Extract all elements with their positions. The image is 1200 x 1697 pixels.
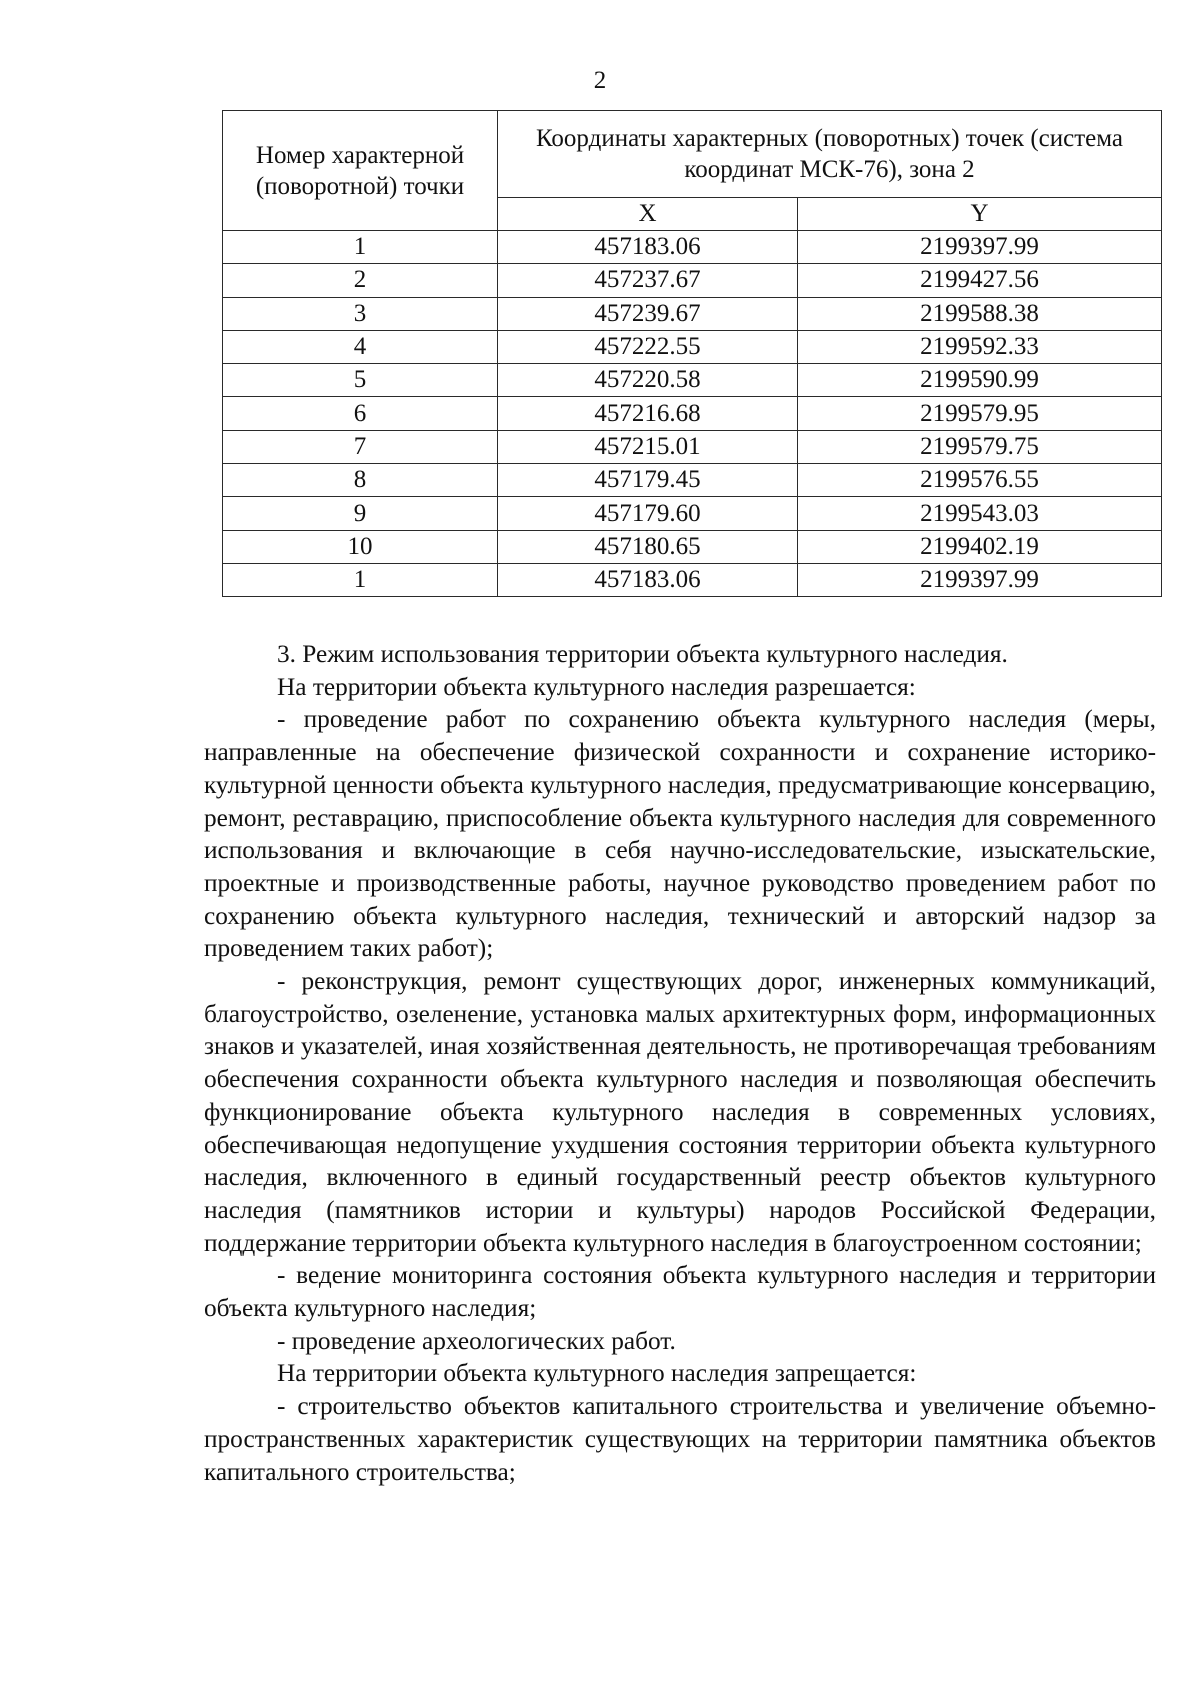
coord-x: 457215.01 xyxy=(498,430,798,463)
point-number: 8 xyxy=(223,464,498,497)
coord-y: 2199576.55 xyxy=(798,464,1162,497)
table-row xyxy=(223,563,1162,596)
table-row xyxy=(223,430,1162,463)
coord-x: 457220.58 xyxy=(498,364,798,397)
table-row xyxy=(223,397,1162,430)
header-point-number: Номер характерной (поворотной) точки xyxy=(223,111,498,231)
header-x: X xyxy=(498,198,798,231)
permitted-intro: На территории объекта культурного наследия разрешается: xyxy=(277,672,916,701)
section-heading: 3. Режим использования территории объекта культурного наследия. xyxy=(277,640,1008,668)
point-number: 4 xyxy=(223,330,498,363)
point-number: 1 xyxy=(223,231,498,264)
coord-y: 2199592.33 xyxy=(798,330,1162,363)
header-y: Y xyxy=(798,198,1162,231)
coord-y: 2199579.95 xyxy=(798,397,1162,430)
coord-y: 2199590.99 xyxy=(798,364,1162,397)
table-row xyxy=(223,297,1162,330)
point-number: 3 xyxy=(223,297,498,330)
table-row xyxy=(223,364,1162,397)
point-number: 9 xyxy=(223,497,498,530)
point-number: 1 xyxy=(223,563,498,596)
coord-x: 457179.60 xyxy=(498,497,798,530)
table-row xyxy=(223,330,1162,363)
coord-x: 457239.67 xyxy=(498,297,798,330)
permitted-item: - ведение мониторинга состояния объекта культурного наследия и территории объекта культурного наследия; xyxy=(204,1261,1156,1323)
prohibited-item: - строительство объектов капитального строительства и увеличение объемно-пространственных характеристик существующих на территории памятника объектов капитального строительства; xyxy=(204,1392,1156,1486)
permitted-item: - проведение работ по сохранению объекта культурного наследия (меры, направленные на обеспечение физической сохранности и сохранение историко-культурной ценности объекта культурного наследия, предусматривающие консервацию, ремонт, реставрацию, приспособление объекта культурного наследия для современного использования и включающие в себя научно-исследовательские, изыскательские, проектные и производственные работы, научное руководство проведением работ по сохранению объекта культурного наследия, технический и авторский надзор за проведением таких работ); xyxy=(204,705,1156,963)
coord-y: 2199588.38 xyxy=(798,297,1162,330)
body-text xyxy=(204,638,1156,1488)
table-row xyxy=(223,231,1162,264)
coord-y: 2199579.75 xyxy=(798,430,1162,463)
page-number: 2 xyxy=(593,67,607,94)
point-number: 6 xyxy=(223,397,498,430)
coord-y: 2199543.03 xyxy=(798,497,1162,530)
table-row xyxy=(223,464,1162,497)
prohibited-intro: На территории объекта культурного наследия запрещается: xyxy=(277,1359,917,1388)
coord-y: 2199397.99 xyxy=(798,231,1162,264)
coordinates-table xyxy=(222,110,1162,597)
coord-x: 457180.65 xyxy=(498,530,798,563)
coord-y: 2199402.19 xyxy=(798,530,1162,563)
coord-x: 457216.68 xyxy=(498,397,798,430)
point-number: 7 xyxy=(223,430,498,463)
coord-y: 2199427.56 xyxy=(798,264,1162,297)
header-coordinates: Координаты характерных (поворотных) точек (система координат МСК-76), зона 2 xyxy=(498,111,1162,198)
point-number: 2 xyxy=(223,264,498,297)
table-row xyxy=(223,497,1162,530)
coord-y: 2199397.99 xyxy=(798,563,1162,596)
table-row xyxy=(223,264,1162,297)
point-number: 5 xyxy=(223,364,498,397)
coord-x: 457183.06 xyxy=(498,563,798,596)
permitted-item: - проведение археологических работ. xyxy=(277,1326,676,1355)
coord-x: 457222.55 xyxy=(498,330,798,363)
table-row xyxy=(223,530,1162,563)
coord-x: 457183.06 xyxy=(498,231,798,264)
point-number: 10 xyxy=(223,530,498,563)
coord-x: 457237.67 xyxy=(498,264,798,297)
coord-x: 457179.45 xyxy=(498,464,798,497)
permitted-item: - реконструкция, ремонт существующих дорог, инженерных коммуникаций, благоустройство, озеленение, установка малых архитектурных форм, информационных знаков и указателей, иная хозяйственная деятельность, не противоречащая требованиям обеспечения сохранности объекта культурного наследия и позволяющая обеспечить функционирование объекта культурного наследия в современных условиях, обеспечивающая недопущение ухудшения состояния территории объекта культурного наследия, включенного в единый государственный реестр объектов культурного наследия (памятников истории и культуры) народов Российской Федерации, поддержание территории объекта культурного наследия в благоустроенном состоянии; xyxy=(204,967,1156,1257)
